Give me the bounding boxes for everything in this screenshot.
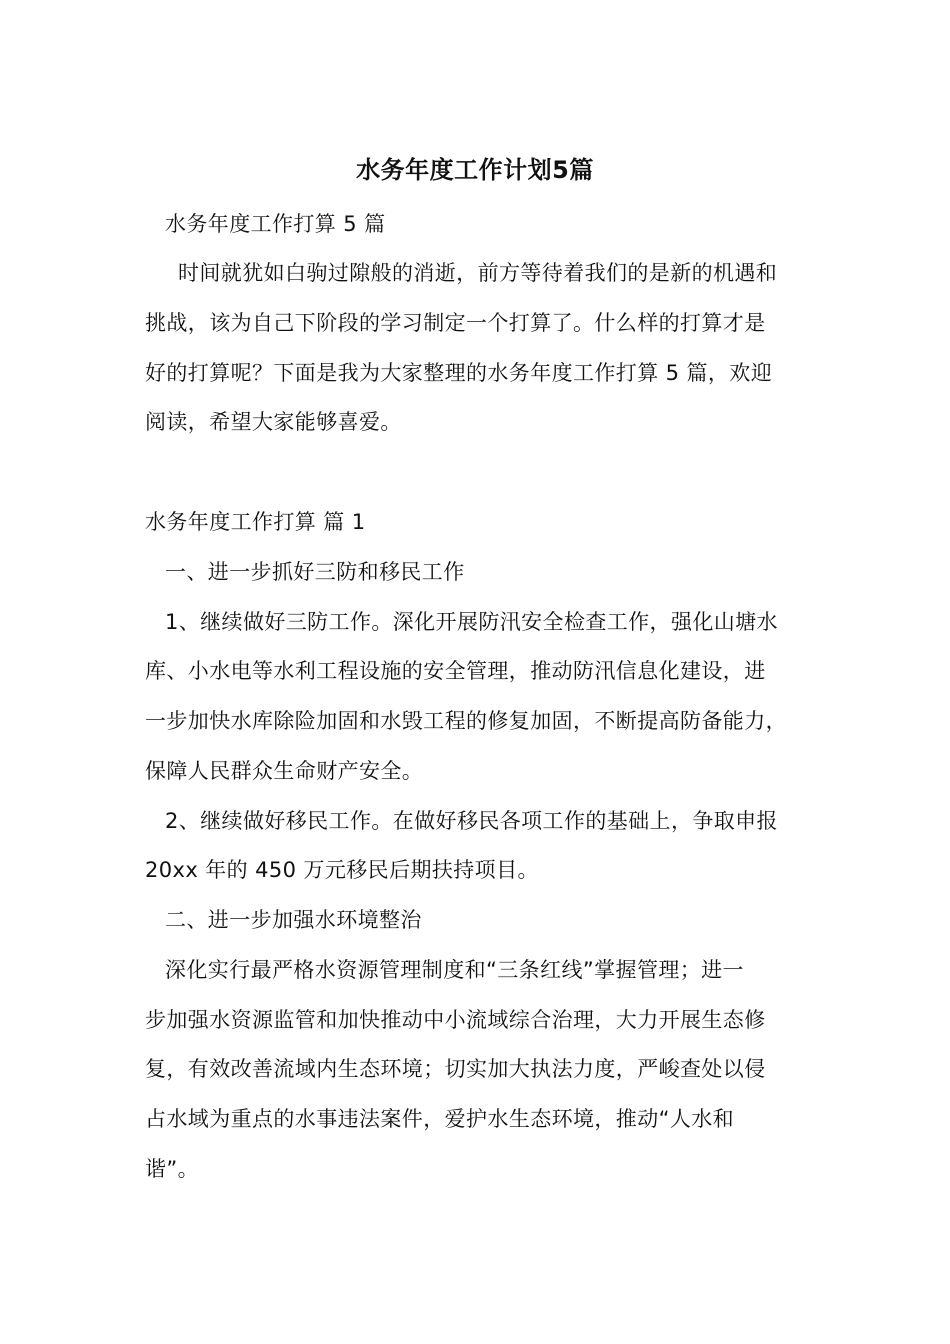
item-2-line: 20xx 年的 450 万元移民后期扶持项目。 xyxy=(145,858,539,882)
intro-line: 挑战，该为自己下阶段的学习制定一个打算了。什么样的打算才是 xyxy=(145,311,766,335)
intro-line: 阅读，希望大家能够喜爱。 xyxy=(145,410,402,434)
section-heading: 水务年度工作打算 篇 1 xyxy=(145,510,366,534)
item-1-line: 保障人民群众生命财产安全。 xyxy=(145,759,424,783)
para-2-line: 谐”。 xyxy=(145,1157,200,1181)
document-title: 水务年度工作计划5篇 xyxy=(356,156,594,184)
item-2-line: 2、继续做好移民工作。在做好移民各项工作的基础上，争取申报 xyxy=(165,809,778,833)
document-subtitle: 水务年度工作打算 5 篇 xyxy=(165,212,386,236)
para-2-line: 深化实行最严格水资源管理制度和“三条红线”掌握管理；进一 xyxy=(165,958,744,982)
item-1-line: 一步加快水库除险加固和水毁工程的修复加固，不断提高防备能力， xyxy=(145,709,787,733)
heading-2: 二、进一步加强水环境整治 xyxy=(165,908,422,932)
intro-line: 时间就犹如白驹过隙般的消逝，前方等待着我们的是新的机遇和 xyxy=(178,261,778,285)
item-1-line: 1、继续做好三防工作。深化开展防汛安全检查工作，强化山塘水 xyxy=(165,610,778,634)
intro-line: 好的打算呢？下面是我为大家整理的水务年度工作打算 5 篇，欢迎 xyxy=(145,361,773,385)
para-2-line: 步加强水资源监管和加快推动中小流域综合治理，大力开展生态修 xyxy=(145,1008,766,1032)
para-2-line: 占水域为重点的水事违法案件，爱护水生态环境，推动“人水和 xyxy=(145,1107,735,1131)
item-1-line: 库、小水电等水利工程设施的安全管理，推动防汛信息化建设，进 xyxy=(145,659,766,683)
para-2-line: 复，有效改善流域内生态环境；切实加大执法力度，严峻查处以侵 xyxy=(145,1057,766,1081)
heading-1: 一、进一步抓好三防和移民工作 xyxy=(165,560,465,584)
